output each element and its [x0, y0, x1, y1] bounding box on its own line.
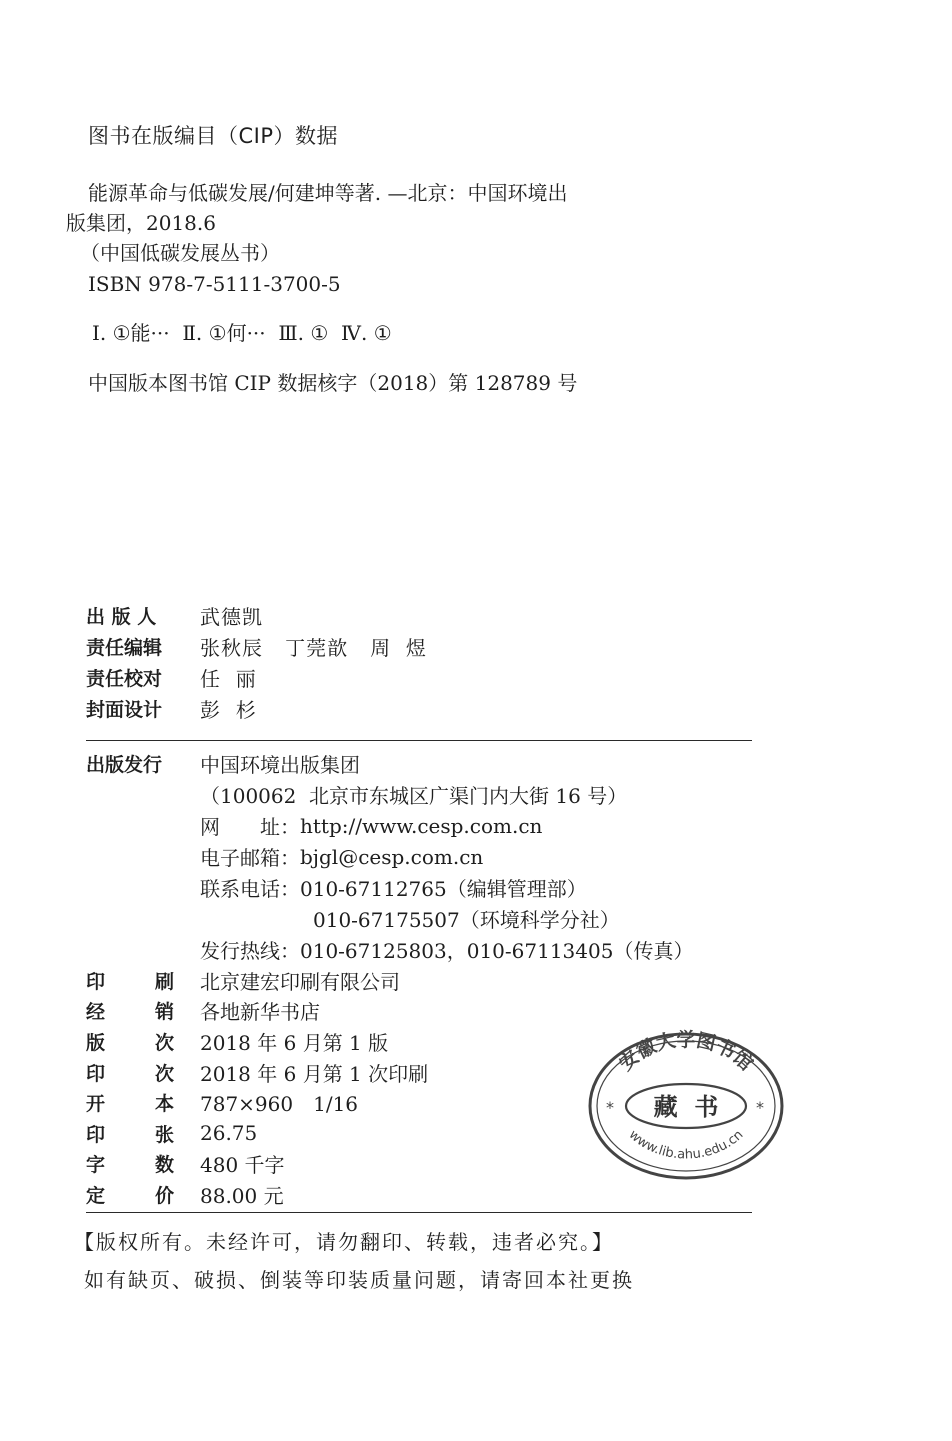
credit-row-editors [86, 631, 427, 662]
credit-label: 封面设计 [86, 699, 163, 721]
publisher-phone-branch: 010-67175507（环境科学分社） [313, 908, 620, 932]
credit-label: 责任编辑 [86, 637, 163, 659]
cip-classification: Ⅰ. ①能··· Ⅱ. ①何··· Ⅲ. ① Ⅳ. ① [92, 321, 392, 345]
library-stamp-icon [586, 1020, 786, 1180]
cip-library-record: 中国版本图书馆 CIP 数据核字（2018）第 128789 号 [88, 371, 578, 395]
spec-value: 2018 年 6 月第 1 版 [200, 1030, 389, 1055]
spec-label-char: 印 [86, 1123, 106, 1146]
spec-value: 北京建宏印刷有限公司 [200, 969, 400, 994]
credit-label: 责任校对 [86, 668, 163, 690]
spec-value: 88.00 元 [200, 1183, 284, 1208]
publisher-address-row [86, 779, 693, 810]
spec-label-char: 价 [154, 1184, 174, 1207]
spec-label-char: 本 [154, 1093, 174, 1116]
divider-bottom [86, 1212, 752, 1213]
cip-book-line2: 版集团，2018.6 [66, 211, 216, 235]
publisher-email-link[interactable]: bjgl@cesp.com.cn [300, 844, 484, 869]
copyright-notice: 【版权所有。未经许可，请勿翻印、转载，违者必究。】 [74, 1230, 614, 1254]
cip-book-line1: 能源革命与低碳发展/何建坤等著. —北京：中国环境出 [88, 181, 568, 205]
credit-row-publisher [86, 600, 427, 631]
spec-value: 2018 年 6 月第 1 次印刷 [200, 1061, 429, 1086]
spec-label-char: 印 [86, 1062, 106, 1085]
spec-label-char: 版 [86, 1031, 106, 1054]
spec-label-char: 数 [154, 1154, 174, 1177]
spec-label-char: 次 [154, 1062, 174, 1085]
credit-label: 出 版 人 [86, 606, 157, 628]
publisher-email-row [86, 841, 693, 872]
spec-label [86, 1120, 200, 1147]
stamp-center-text: 藏 书 [653, 1092, 719, 1121]
email-label: 电子邮箱： [200, 846, 300, 870]
cip-isbn: ISBN 978-7-5111-3700-5 [88, 272, 341, 296]
credits-list [86, 600, 427, 724]
spec-label-char: 定 [86, 1184, 106, 1207]
spec-label-char: 次 [154, 1031, 174, 1054]
spec-row [86, 1179, 428, 1210]
spec-label-char: 印 [86, 970, 106, 993]
replacement-notice: 如有缺页、破损、倒装等印装质量问题，请寄回本社更换 [84, 1268, 634, 1292]
publisher-hotline-row [86, 934, 693, 965]
print-specs [86, 965, 428, 1210]
publisher-address: （100062 北京市东城区广渠门内大街 16 号） [200, 784, 628, 808]
stamp-top-text: 安徽大学图书馆 [614, 1029, 758, 1076]
spec-row [86, 1118, 428, 1149]
spec-label-char: 字 [86, 1154, 106, 1177]
publisher-phone-editorial: 010-67112765（编辑管理部） [300, 877, 587, 901]
spec-label-char: 销 [154, 1001, 174, 1024]
spec-row [86, 965, 428, 996]
spec-row [86, 1087, 428, 1118]
publisher-label: 出版发行 [86, 754, 163, 776]
spec-label-char: 张 [154, 1123, 174, 1146]
phone-label: 联系电话： [200, 877, 300, 901]
cip-series: （中国低碳发展丛书） [80, 241, 280, 265]
spec-row [86, 1149, 428, 1180]
spec-label-char: 开 [86, 1093, 106, 1116]
credit-row-proofreader [86, 662, 427, 693]
publisher-name: 中国环境出版集团 [200, 753, 360, 777]
publisher-web-row [86, 810, 693, 841]
spec-value: 480 千字 [200, 1153, 285, 1178]
spec-value: 787×960 1/16 [200, 1092, 359, 1117]
spec-label [86, 1028, 200, 1055]
spec-row [86, 996, 428, 1027]
publisher-hotline: 010-67125803，010-67113405（传真） [300, 939, 694, 963]
spec-label [86, 967, 200, 994]
spec-label-char: 经 [86, 1001, 106, 1024]
credit-value: 任 丽 [200, 667, 257, 691]
spec-label [86, 1181, 200, 1208]
credit-value: 彭 杉 [200, 698, 257, 722]
divider-top [86, 740, 752, 741]
credit-value: 张秋辰 丁莞歆 周 煜 [200, 636, 427, 660]
cip-title: 图书在版编目（CIP）数据 [88, 124, 339, 148]
stamp-bottom-text: www.lib.ahu.edu.cn [625, 1127, 747, 1163]
spec-label-char: 刷 [154, 970, 174, 993]
web-label: 网 址： [200, 815, 300, 839]
hotline-label: 发行热线： [200, 939, 300, 963]
stamp-star-right: * [756, 1098, 764, 1117]
spec-row [86, 1057, 428, 1088]
spec-label [86, 1089, 200, 1116]
spec-value: 各地新华书店 [200, 1000, 320, 1025]
spec-row [86, 1026, 428, 1057]
credit-row-cover-design [86, 693, 427, 724]
stamp-star-left: * [606, 1098, 614, 1117]
spec-label [86, 997, 200, 1024]
publisher-website-link[interactable]: http://www.cesp.com.cn [300, 813, 543, 838]
publisher-phone-row-2 [86, 903, 693, 934]
publisher-phone-row [86, 872, 693, 903]
spec-label [86, 1059, 200, 1086]
credit-value: 武德凯 [200, 605, 263, 629]
publisher-name-row [86, 748, 693, 779]
spec-label [86, 1150, 200, 1177]
publisher-info [86, 748, 693, 965]
spec-value: 26.75 [200, 1121, 258, 1146]
